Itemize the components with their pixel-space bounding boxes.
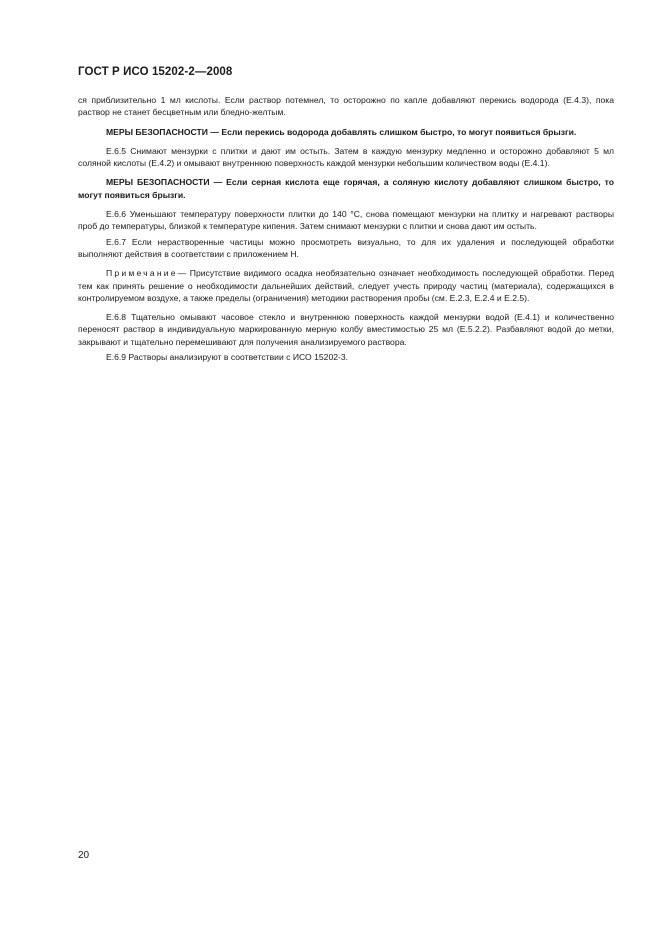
note-paragraph [78, 267, 614, 304]
document-header: ГОСТ Р ИСО 15202-2—2008 [78, 66, 233, 78]
paragraph-e-6-8: Е.6.8 Тщательно омывают часовое стекло и внутреннюю поверхность каждой мензурки водой (Е.4.1) и количественно переносят раствор в индивидуальную маркированную мерную колбу вместимостью 25 мл (Е.5.2.2). Разбавляют водой до метки, закрывают и тщательно перемешивают для получения анализируемого раствора. [78, 312, 614, 347]
paragraph-continuation: ся приблизительно 1 мл кислоты. Если раствор потемнел, то осторожно по капле добавляют перекись водорода (Е.4.3), пока раствор не станет бесцветным или бледно-желтым. [78, 95, 614, 118]
note-text: — Присутствие видимого осадка необязательно означает необходимость последующей обработки. Перед тем как принять решение о необходимости дальнейших действий, следует учесть природу частиц (материала), содержащихся в контролируемом воздухе, а также пределы (ограничения) методики растворения пробы (см. Е.2.3, Е.2.4 и Е.2.5). [78, 268, 614, 303]
paragraph-e-6-5: Е.6.5 Снимают мензурки с плитки и дают им остыть. Затем в каждую мензурку медленно и осторожно добавляют 5 мл соляной кислоты (Е.4.2) и омывают внутреннюю поверхность каждой мензурки небольшим количеством воды (Е.4.1). [78, 145, 614, 169]
paragraph-e-6-6: Е.6.6 Уменьшают температуру поверхности плитки до 140 °С, снова помещают мензурки на плитку и нагревают растворы проб до температуры, близкой к температуре кипения. Затем снимают мензурки с плитки и снова дают им остыть. [78, 209, 614, 232]
paragraph-e-6-9: Е.6.9 Растворы анализируют в соответствии с ИСО 15202-3. [106, 352, 349, 363]
document-body [78, 94, 614, 363]
page-number: 20 [78, 850, 90, 861]
paragraph-e-6-7: Е.6.7 Если нерастворенные частицы можно просмотреть визуально, то для их удаления и последующей обработки выполняют действия в соответствии с приложением Н. [78, 236, 614, 259]
safety-warning-1: МЕРЫ БЕЗОПАСНОСТИ — Если перекись водорода добавлять слишком быстро, то могут появиться брызги. [106, 126, 577, 137]
safety-warning-2: МЕРЫ БЕЗОПАСНОСТИ — Если серная кислота еще горячая, а соляную кислоту добавляют слишком быстро, то могут появиться брызги. [78, 177, 614, 200]
note-label: Примечание [106, 268, 178, 279]
